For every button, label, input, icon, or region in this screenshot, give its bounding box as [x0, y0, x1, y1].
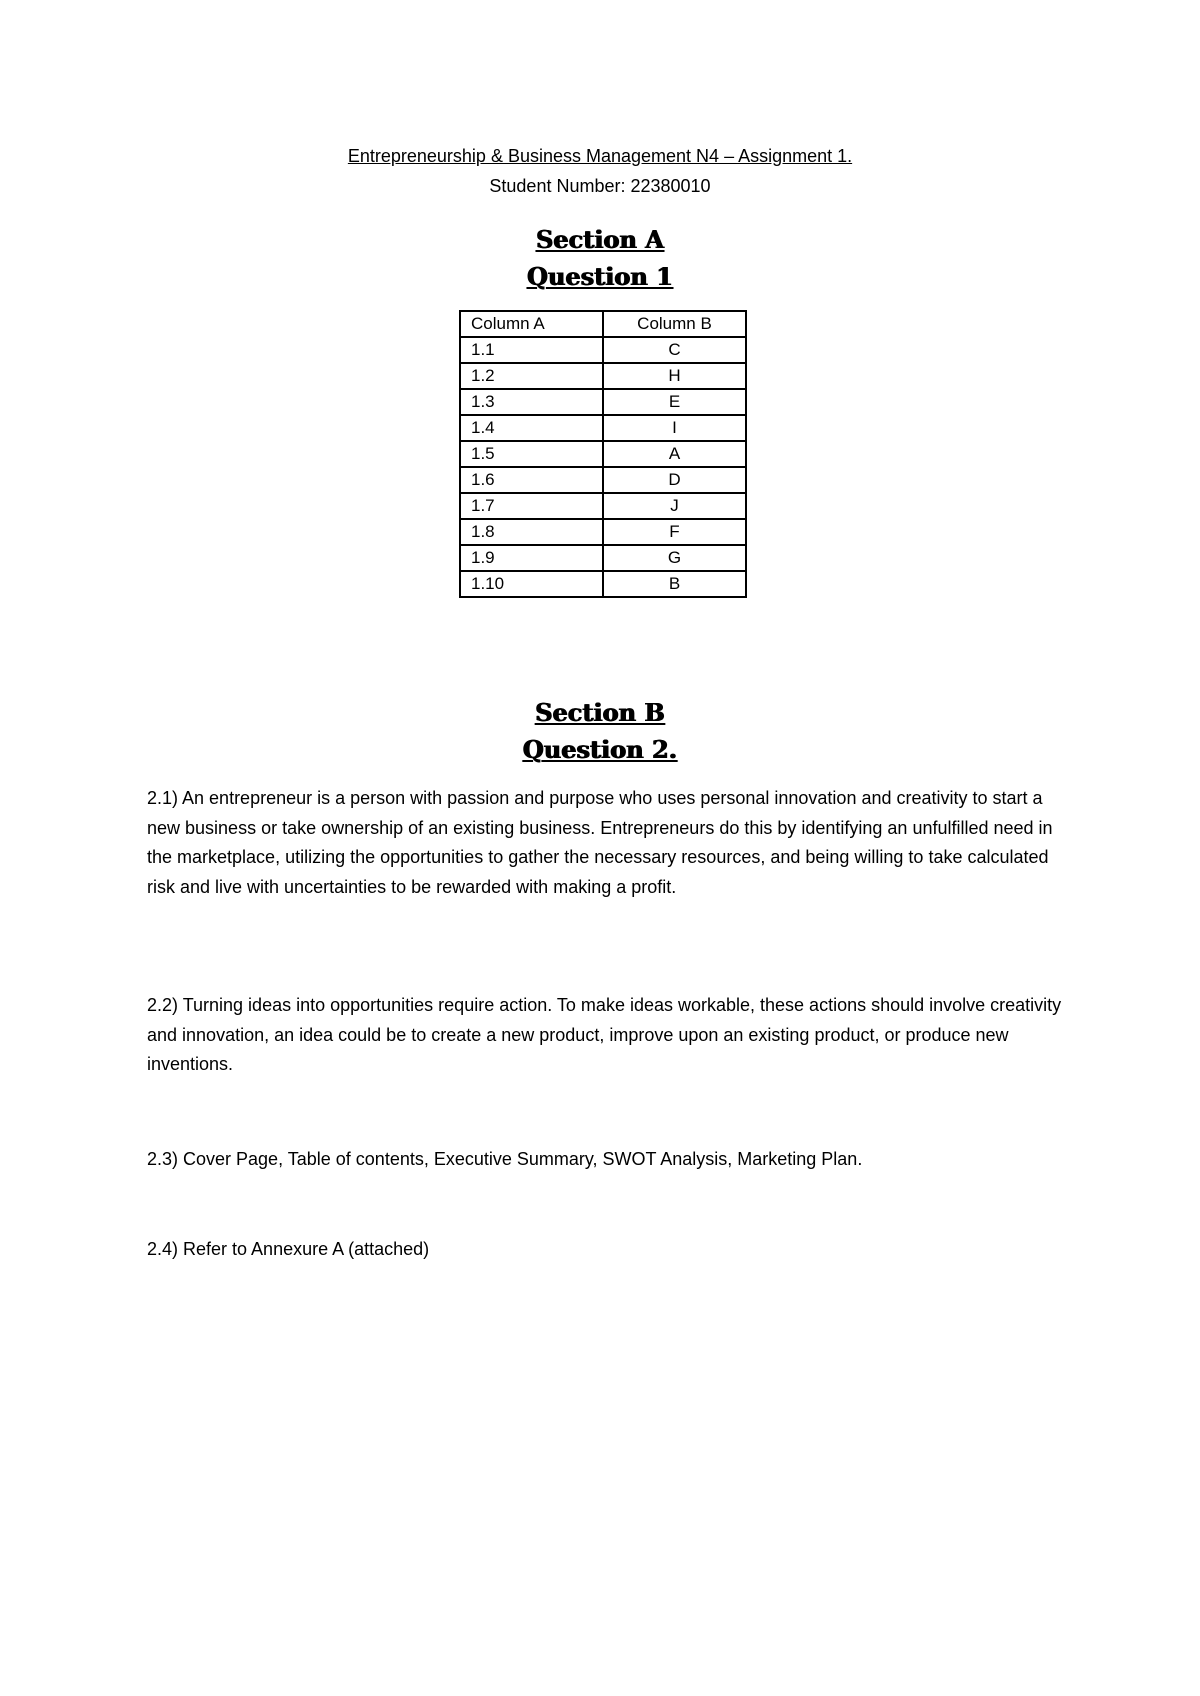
table-cell-question: 1.2	[460, 363, 603, 389]
answer-2-2-paragraph: 2.2) Turning ideas into opportunities require action. To make ideas workable, these actions should involve creativity and innovation, an idea could be to create a new product, improve upon an existing product, or produce new inventions.	[147, 995, 1062, 1074]
table-cell-question: 1.6	[460, 467, 603, 493]
table-row	[460, 389, 746, 415]
question-2-heading: Question 2.	[522, 735, 678, 764]
table-cell-question: 1.8	[460, 519, 603, 545]
table-cell-answer: C	[603, 337, 746, 363]
table-cell-question: 1.3	[460, 389, 603, 415]
table-header-row	[460, 311, 746, 337]
table-cell-question: 1.5	[460, 441, 603, 467]
column-b-header: Column B	[603, 311, 746, 337]
table-row	[460, 363, 746, 389]
table-cell-question: 1.10	[460, 571, 603, 597]
table-cell-answer: E	[603, 389, 746, 415]
answer-table	[459, 310, 747, 598]
question-1-heading: Question 1	[527, 262, 673, 291]
table-cell-answer: F	[603, 519, 746, 545]
table-row	[460, 571, 746, 597]
table-row	[460, 545, 746, 571]
table-cell-answer: H	[603, 363, 746, 389]
table-row	[460, 493, 746, 519]
answer-2-4-paragraph: 2.4) Refer to Annexure A (attached)	[147, 1239, 430, 1259]
section-b-heading: Section B	[535, 698, 665, 727]
table-cell-question: 1.7	[460, 493, 603, 519]
table-cell-answer: B	[603, 571, 746, 597]
table-cell-question: 1.4	[460, 415, 603, 441]
table-row	[460, 337, 746, 363]
answer-2-3-paragraph: 2.3) Cover Page, Table of contents, Executive Summary, SWOT Analysis, Marketing Plan.	[147, 1149, 863, 1169]
answer-2-1-paragraph: 2.1) An entrepreneur is a person with passion and purpose who uses personal innovation and creativity to start a new business or take ownership of an existing business. Entrepreneurs do this by identifying an unfulfilled need in the marketplace, utilizing the opportunities to gather the necessary resources, and being willing to take calculated risk and live with uncertainties to be rewarded with making a profit.	[147, 788, 1053, 897]
column-a-header: Column A	[460, 311, 603, 337]
table-cell-answer: D	[603, 467, 746, 493]
table-cell-answer: I	[603, 415, 746, 441]
table-row	[460, 441, 746, 467]
table-row	[460, 519, 746, 545]
table-row	[460, 467, 746, 493]
table-cell-answer: A	[603, 441, 746, 467]
table-row	[460, 415, 746, 441]
document-title: Entrepreneurship & Business Management N4 – Assignment 1.	[347, 146, 853, 166]
table-cell-answer: J	[603, 493, 746, 519]
table-cell-answer: G	[603, 545, 746, 571]
table-cell-question: 1.1	[460, 337, 603, 363]
section-a-heading: Section A	[536, 225, 664, 254]
table-cell-question: 1.9	[460, 545, 603, 571]
student-number: Student Number: 22380010	[489, 176, 711, 196]
